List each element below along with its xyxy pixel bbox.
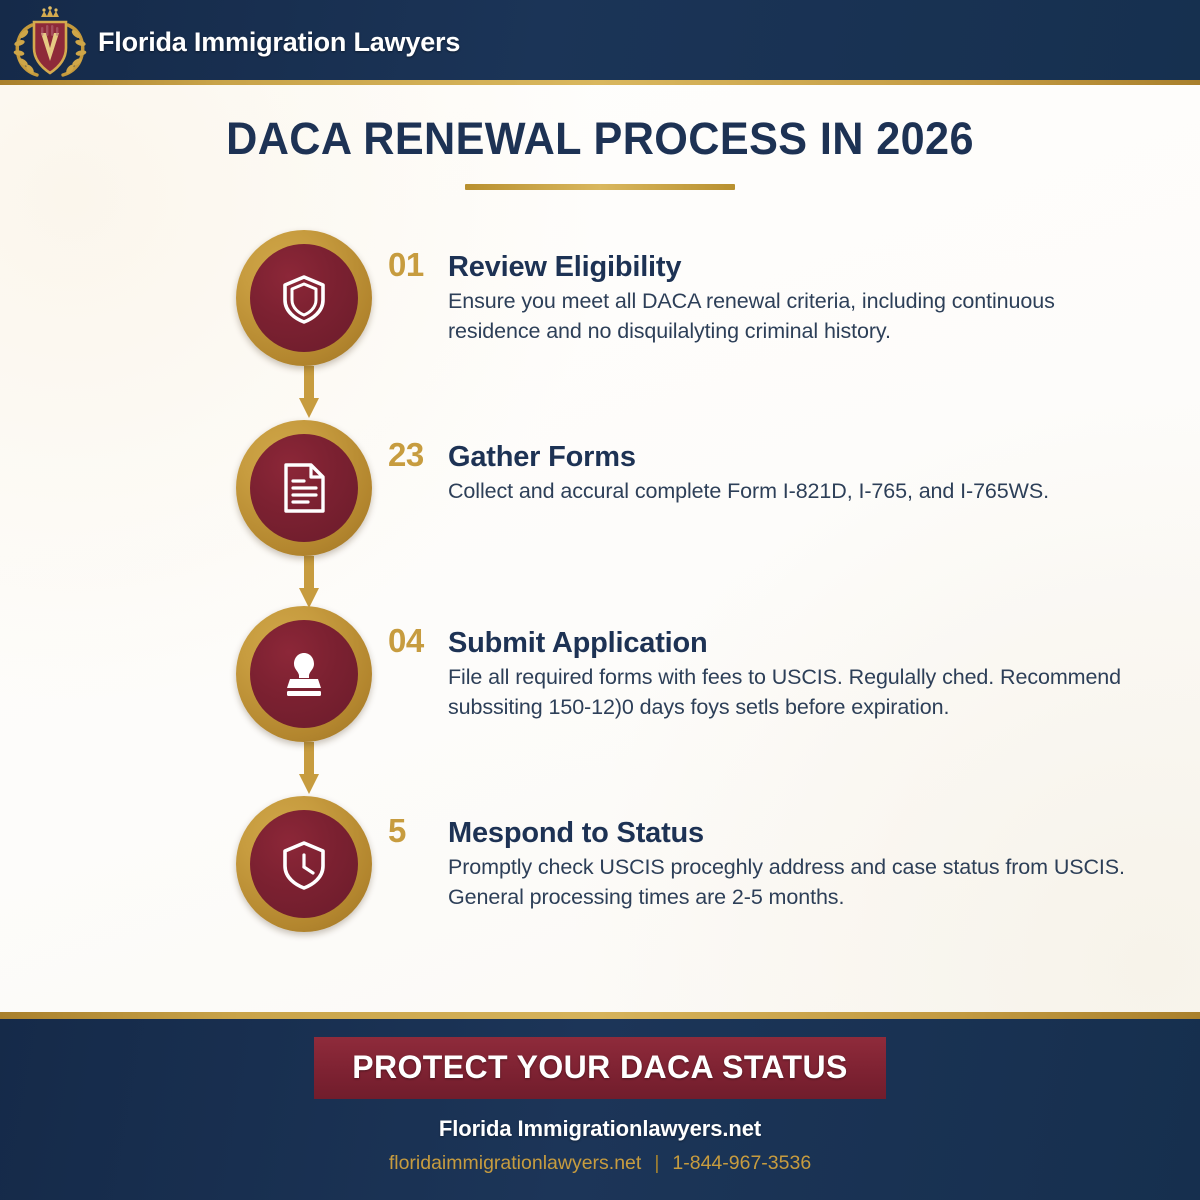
contact-line (389, 1152, 811, 1175)
step-item (236, 606, 1200, 796)
step-heading (388, 436, 1200, 474)
step-item (236, 796, 1200, 936)
site-header (0, 0, 1200, 85)
step-title: Gather Forms (448, 441, 636, 474)
step-badge (236, 420, 372, 556)
step-connector-arrow-icon (298, 742, 320, 798)
brand-name: Florida Immigration Lawyers (98, 27, 461, 57)
shield-clock-icon (250, 810, 358, 918)
step-badge-column (236, 230, 380, 420)
step-number: 5 (388, 812, 406, 850)
title-underline (465, 184, 735, 190)
contact-separator: | (654, 1152, 660, 1174)
shield-icon (250, 244, 358, 352)
step-badge-column (236, 420, 380, 606)
step-item (236, 230, 1200, 420)
site-name: Florida Immigrationlawyers.net (438, 1116, 762, 1141)
step-heading (388, 812, 1200, 850)
step-connector-arrow-icon (298, 556, 320, 612)
cta-banner[interactable]: PROTECT YOUR DACA STATUS (314, 1037, 886, 1099)
step-title: Mespond to Status (448, 817, 704, 850)
steps-list (0, 230, 1200, 936)
document-icon (250, 434, 358, 542)
site-footer (0, 1012, 1200, 1200)
step-body (380, 420, 1200, 507)
step-number: 04 (388, 622, 424, 660)
step-badge-column (236, 606, 380, 796)
step-heading (388, 622, 1200, 660)
step-item (236, 420, 1200, 606)
step-description: Promptly check USCIS proceghly address and case status from USCIS. General processing times are 2-5 months. (448, 855, 1125, 909)
step-number: 23 (388, 436, 424, 474)
brand-logo-icon (6, 3, 92, 83)
step-description: Collect and accural complete Form I-821D, I-765, and I-765WS. (448, 479, 1049, 504)
main-content (0, 85, 1200, 1012)
step-number: 01 (388, 246, 424, 284)
website-link[interactable]: floridaimmigrationlawyers.net (388, 1152, 642, 1174)
step-body (380, 606, 1200, 722)
step-badge (236, 230, 372, 366)
step-description: File all required forms with fees to USCIS. Regulally ched. Recommend subssiting 150-12)0 days foys setls before expiration. (448, 665, 1122, 719)
page-title: DACA RENEWAL PROCESS IN 2026 (226, 113, 974, 164)
step-body (380, 230, 1200, 346)
step-badge-column (236, 796, 380, 936)
stamp-icon (250, 620, 358, 728)
step-badge (236, 606, 372, 742)
phone-link[interactable]: 1-844-967-3536 (672, 1152, 812, 1174)
step-title: Submit Application (448, 627, 708, 660)
step-description: Ensure you meet all DACA renewal criteria, including continuous residence and no disquilalyting criminal history. (448, 289, 1055, 343)
step-badge (236, 796, 372, 932)
step-connector-arrow-icon (298, 366, 320, 422)
step-body (380, 796, 1200, 912)
step-heading (388, 246, 1200, 284)
step-title: Review Eligibility (448, 251, 682, 284)
